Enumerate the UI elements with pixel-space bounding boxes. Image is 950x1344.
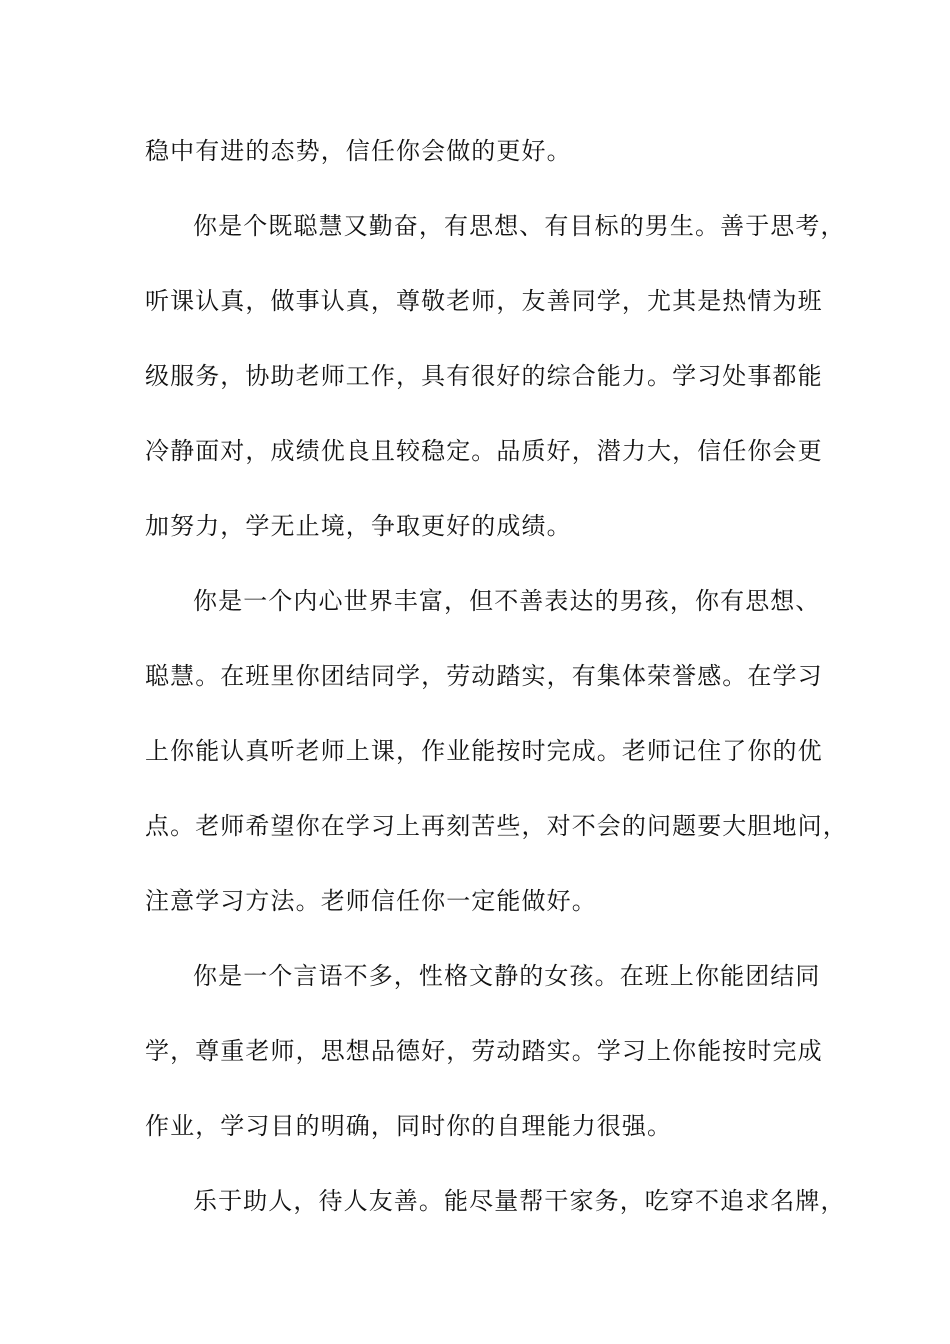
text-line: 级服务，协助老师工作，具有很好的综合能力。学习处事都能 — [145, 362, 823, 390]
text-line: 冷静面对，成绩优良且较稳定。品质好，潜力大，信任你会更 — [145, 437, 823, 465]
paragraph-first-line: 你是一个内心世界丰富，但不善表达的男孩，你有思想、 — [193, 587, 821, 615]
text-line: 上你能认真听老师上课，作业能按时完成。老师记住了你的优 — [145, 737, 823, 765]
text-line: 学，尊重老师，思想品德好，劳动踏实。学习上你能按时完成 — [145, 1037, 823, 1065]
text-line: 点。老师希望你在学习上再刻苦些，对不会的问题要大胆地问， — [145, 812, 848, 840]
text-line: 加努力，学无止境，争取更好的成绩。 — [145, 512, 572, 540]
paragraph-first-line: 乐于助人，待人友善。能尽量帮干家务，吃穿不追求名牌， — [193, 1187, 846, 1215]
text-line: 聪慧。在班里你团结同学，劳动踏实，有集体荣誉感。在学习 — [145, 662, 823, 690]
paragraph-first-line: 你是一个言语不多，性格文静的女孩。在班上你能团结同 — [193, 962, 821, 990]
text-line: 稳中有进的态势，信任你会做的更好。 — [145, 137, 572, 165]
text-line: 作业，学习目的明确，同时你的自理能力很强。 — [145, 1112, 673, 1140]
text-line: 注意学习方法。老师信任你一定能做好。 — [145, 887, 597, 915]
paragraph-first-line: 你是个既聪慧又勤奋，有思想、有目标的男生。善于思考， — [193, 212, 846, 240]
text-line: 听课认真，做事认真，尊敬老师，友善同学，尤其是热情为班 — [145, 287, 823, 315]
